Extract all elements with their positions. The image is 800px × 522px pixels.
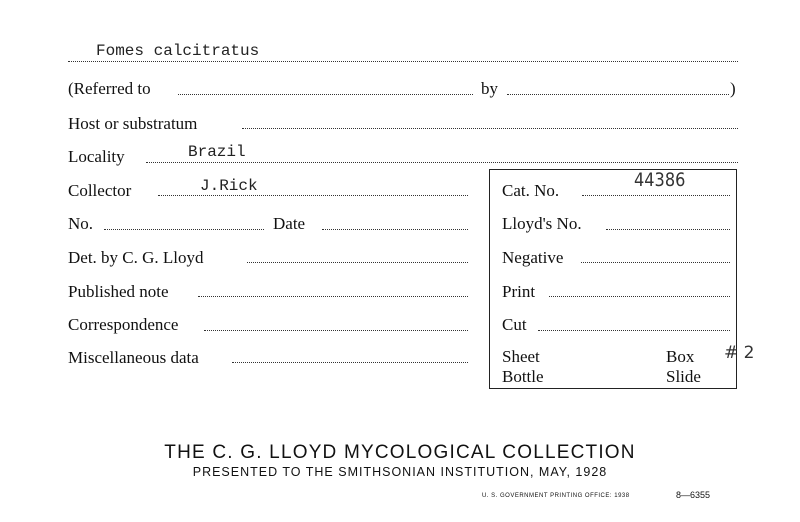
box-label: Box xyxy=(666,347,695,366)
bottle-label: Bottle xyxy=(502,367,544,386)
det-label: Det. by C. G. Lloyd xyxy=(68,248,204,267)
by-label: by xyxy=(481,79,498,98)
referred-to-line xyxy=(178,94,473,95)
collection-subtitle: PRESENTED TO THE SMITHSONIAN INSTITUTION, MAY, 1928 xyxy=(192,465,608,479)
catalog-box-bottom xyxy=(489,388,737,389)
negative-label: Negative xyxy=(502,248,564,267)
locality-value: Brazil xyxy=(188,143,246,161)
no-line xyxy=(104,229,264,230)
close-paren: ) xyxy=(730,79,736,98)
species-line xyxy=(68,61,738,62)
cut-label: Cut xyxy=(502,315,527,334)
collector-label: Collector xyxy=(68,181,132,200)
misc-label: Miscellaneous data xyxy=(68,348,199,367)
collector-line xyxy=(158,195,468,196)
cat-no-line xyxy=(582,195,730,196)
referred-to-label: (Referred to xyxy=(68,79,151,98)
cat-no-value: 44386 xyxy=(634,169,686,191)
printer-imprint: U. S. GOVERNMENT PRINTING OFFICE: 1938 xyxy=(482,493,630,499)
correspondence-label: Correspondence xyxy=(68,315,179,334)
correspondence-line xyxy=(204,330,468,331)
negative-line xyxy=(581,262,730,263)
lloyds-no-label: Lloyd's No. xyxy=(502,214,582,233)
date-line xyxy=(322,229,468,230)
catalog-box-top xyxy=(489,169,737,170)
no-label: No. xyxy=(68,214,94,233)
sheet-label: Sheet xyxy=(502,347,540,366)
by-line xyxy=(507,94,729,95)
species-name: Fomes calcitratus xyxy=(96,42,260,60)
form-number: 8—6355 xyxy=(676,490,711,500)
published-label: Published note xyxy=(68,282,169,301)
locality-label: Locality xyxy=(68,147,125,166)
box-value: # 2 xyxy=(724,343,755,363)
misc-line xyxy=(232,362,468,363)
cat-no-label: Cat. No. xyxy=(502,181,560,200)
host-label: Host or substratum xyxy=(68,114,198,133)
catalog-box-left xyxy=(489,169,490,388)
slide-label: Slide xyxy=(666,367,701,386)
collector-value: J.Rick xyxy=(200,177,258,195)
published-line xyxy=(198,296,468,297)
cut-line xyxy=(538,330,730,331)
lloyds-no-line xyxy=(606,229,730,230)
date-label: Date xyxy=(273,214,306,233)
print-label: Print xyxy=(502,282,536,301)
locality-line xyxy=(146,162,738,163)
host-line xyxy=(242,128,738,129)
collection-title: THE C. G. LLOYD MYCOLOGICAL COLLECTION xyxy=(164,442,636,463)
print-line xyxy=(549,296,730,297)
det-line xyxy=(247,262,468,263)
